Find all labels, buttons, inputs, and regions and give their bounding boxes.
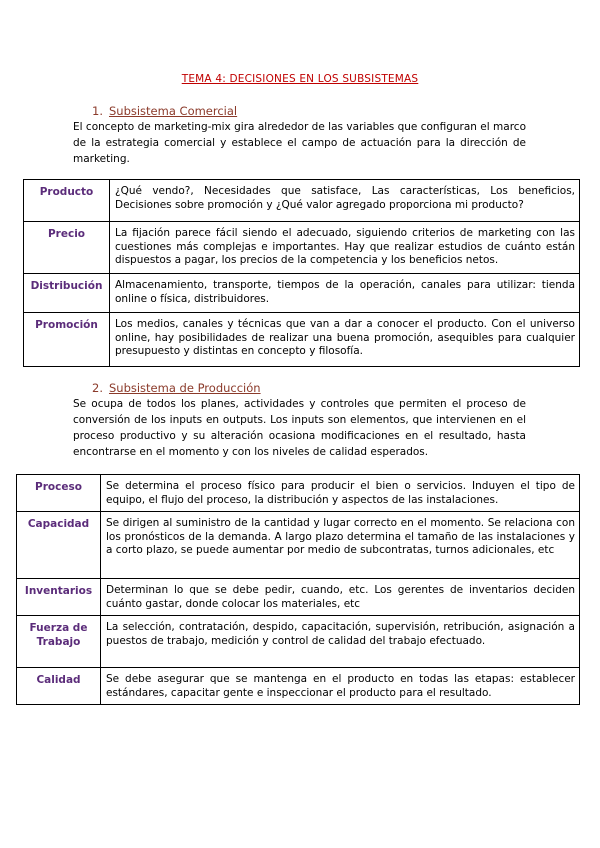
table-row (17, 579, 580, 616)
page-title: TEMA 4: DECISIONES EN LOS SUBSISTEMAS (181, 73, 419, 85)
row-label: Calidad (17, 668, 101, 705)
row-text: Se debe asegurar que se mantenga en el producto en todas las etapas: establecer estándares, capacitar gente e inspeccionar el producto para el resultado. (101, 668, 580, 705)
row-label: Proceso (17, 475, 101, 512)
section-heading-produccion (92, 381, 261, 395)
comercial-table (23, 179, 580, 367)
produccion-table (16, 474, 580, 705)
section-number: 1. (92, 104, 103, 118)
section-title: Subsistema de Producción (108, 381, 261, 395)
table-row (24, 274, 580, 313)
row-text: Determinan lo que se debe pedir, cuando, etc. Los gerentes de inventarios deciden cuánto gastar, donde colocar los materiales, etc (101, 579, 580, 616)
row-label: Capacidad (17, 512, 101, 579)
row-text: ¿Qué vendo?, Necesidades que satisface, Las características, Los beneficios, Decisiones sobre promoción y ¿Qué valor agregado proporciona mi producto? (110, 180, 580, 222)
table-row (17, 668, 580, 705)
table-row (24, 313, 580, 367)
section-intro-comercial: El concepto de marketing-mix gira alrededor de las variables que configuran el marco de la estrategia comercial y establece el campo de actuación para la dirección de marketing. (73, 121, 526, 165)
row-label: Fuerza de Trabajo (17, 616, 101, 668)
row-label: Producto (24, 180, 110, 222)
section-title: Subsistema Comercial (108, 104, 238, 118)
section-intro-produccion: Se ocupa de todos los planes, actividades y controles que permiten el proceso de conversión de los inputs en outputs. Los inputs son elementos, que intervienen en el proceso productivo y su alteración ocasiona modificaciones en el resultado, hasta encontrarse en el momento y con los niveles de calidad esperados. (73, 398, 526, 458)
row-text: La fijación parece fácil siendo el adecuado, siguiendo criterios de marketing con las cuestiones más complejas e importantes. Hay que realizar estudios de cuánto están dispuestos a pagar, los precios de la competencia y los beneficios netos. (110, 222, 580, 274)
row-label: Promoción (24, 313, 110, 367)
section-number: 2. (92, 381, 103, 395)
row-label: Inventarios (17, 579, 101, 616)
table-row (17, 616, 580, 668)
row-text: La selección, contratación, despido, capacitación, supervisión, retribución, asignación a puestos de trabajo, medición y control de calidad del trabajo efectuado. (101, 616, 580, 668)
table-row (24, 180, 580, 222)
row-text: Se dirigen al suministro de la cantidad y lugar correcto en el momento. Se relaciona con los pronósticos de la demanda. A largo plazo determina el tamaño de las instalaciones y a corto plazo, se puede aumentar por medio de subcontratas, turnos adicionales, etc (101, 512, 580, 579)
table-row (17, 475, 580, 512)
table-row (17, 512, 580, 579)
row-text: Los medios, canales y técnicas que van a dar a conocer el producto. Con el universo online, hay posibilidades de realizar una buena promoción, asequibles para cualquier presupuesto y distintas en concepto y filosofía. (110, 313, 580, 367)
row-label: Distribución (24, 274, 110, 313)
section-heading-comercial (92, 104, 237, 118)
table-row (24, 222, 580, 274)
row-text: Almacenamiento, transporte, tiempos de la operación, canales para utilizar: tienda online o física, distribuidores. (110, 274, 580, 313)
row-text: Se determina el proceso físico para producir el bien o servicios. Induyen el tipo de equipo, el flujo del proceso, la distribución y aspectos de las instalaciones. (101, 475, 580, 512)
row-label: Precio (24, 222, 110, 274)
